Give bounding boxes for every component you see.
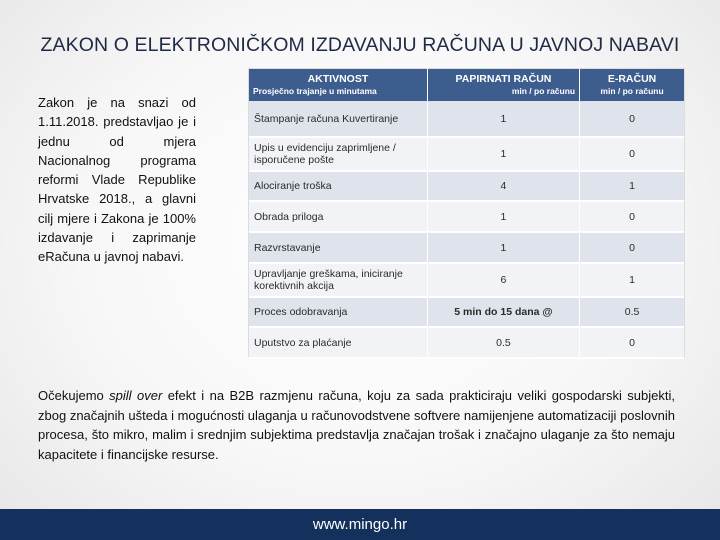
header-e-sub: min / po računu [600, 86, 664, 96]
e-invoice-cell: 0 [580, 201, 684, 232]
table-row [249, 101, 684, 137]
activity-cell: Alociranje troška [249, 171, 427, 201]
statement-rest: efekt i na B2B razmjenu računa, koju za sada prakticiraju veliki gospodarski subjekti, zbog značajnih ušteda i mogućnosti ulaganja u računovodstvene softvere namijenjene automatizaciji poslovnih procesa, što mikro, malim i srednjim subjektima predstavlja značajan trošak i značajno ulaganje za što nemaju kapacitete i financijske resurse. [38, 388, 675, 462]
footer-url[interactable]: www.mingo.hr [312, 516, 408, 533]
table-row [249, 201, 684, 232]
e-invoice-cell: 0 [580, 327, 684, 358]
header-e-invoice [580, 69, 684, 101]
table-row [249, 263, 684, 297]
header-paper [427, 69, 579, 101]
paper-cell: 5 min do 15 dana @ [427, 297, 579, 327]
statement-emphasis: spill over [109, 388, 163, 403]
activity-cell: Proces odobravanja [249, 297, 427, 327]
paper-cell: 1 [427, 137, 579, 171]
intro-paragraph: Zakon je na snazi od 1.11.2018. predstavljao je i jednu od mjera Nacionalnog programa reformi Vlade Republike Hrvatske 2018., a glavni cilj mjere i Zakona je 100% izdavanje i zaprimanje eRačuna u javnoj nabavi. [38, 95, 196, 265]
paper-cell: 6 [427, 263, 579, 297]
activity-cell: Upis u evidenciju zaprimljene / isporučene pošte [249, 137, 427, 171]
paper-cell: 1 [427, 101, 579, 137]
paper-cell: 1 [427, 201, 579, 232]
activity-cell: Razvrstavanje [249, 232, 427, 263]
header-e-label: E-RAČUN [607, 73, 657, 85]
e-invoice-cell: 0.5 [580, 297, 684, 327]
table-row [249, 327, 684, 358]
paper-cell: 0.5 [427, 327, 579, 358]
table-row [249, 297, 684, 327]
e-invoice-cell: 0 [580, 137, 684, 171]
footer-bar [0, 509, 720, 540]
slide-title: ZAKON O ELEKTRONIČKOM IZDAVANJU RAČUNA U JAVNOJ NABAVI [40, 34, 680, 56]
header-activity-label: AKTIVNOST [307, 73, 369, 85]
e-invoice-cell: 0 [580, 101, 684, 137]
header-activity [249, 69, 427, 101]
activity-cell: Obrada priloga [249, 201, 427, 232]
paper-cell: 1 [427, 232, 579, 263]
paper-cell: 4 [427, 171, 579, 201]
comparison-table [248, 68, 685, 357]
activity-cell: Uputstvo za plaćanje [249, 327, 427, 358]
statement-start: Očekujemo [38, 388, 110, 403]
activity-cell: Upravljanje greškama, iniciranje korektivnih akcija [249, 263, 427, 297]
activity-cell: Štampanje računa Kuvertiranje [249, 101, 427, 137]
header-paper-sub: min / po računu [511, 86, 576, 96]
header-paper-label: PAPIRNATI RAČUN [455, 73, 552, 85]
e-invoice-cell: 1 [580, 171, 684, 201]
e-invoice-cell: 0 [580, 232, 684, 263]
table-row [249, 171, 684, 201]
table-row [249, 137, 684, 171]
table-row [249, 232, 684, 263]
table-header-row [249, 69, 684, 101]
expectation-paragraph [38, 386, 675, 464]
e-invoice-cell: 1 [580, 263, 684, 297]
header-activity-sub: Prosječno trajanje u minutama [253, 86, 377, 96]
